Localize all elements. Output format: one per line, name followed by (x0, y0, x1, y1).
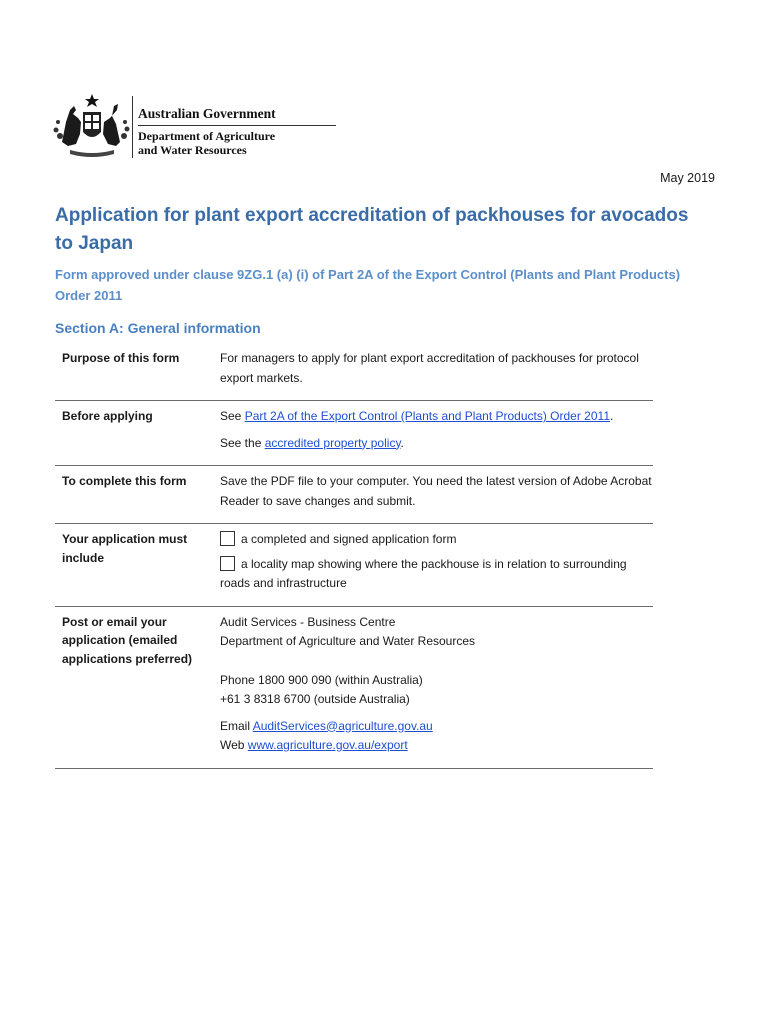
section-a-heading: Section A: General information (55, 320, 261, 336)
phone-line-2: +61 3 8318 6700 (outside Australia) (220, 692, 410, 706)
general-information-table (55, 343, 653, 769)
department-name (138, 129, 275, 157)
to-complete-value (212, 466, 653, 524)
department-line-2: and Water Resources (138, 143, 247, 157)
table-row-post-or-email (55, 606, 653, 768)
website-link[interactable]: www.agriculture.gov.au/export (247, 738, 408, 752)
include-option-2-label: a locality map showing where the packhouse is in relation to surrounding roads and infrastructure (220, 556, 627, 590)
to-complete-label: To complete this form (62, 474, 187, 488)
table-row-must-include (55, 524, 653, 607)
export-control-order-link[interactable]: Part 2A of the Export Control (Plants and Plant Products) Order 2011 (244, 409, 610, 423)
table-row-purpose (55, 343, 653, 401)
include-option-2 (220, 555, 653, 594)
before-applying-line-1 (220, 407, 653, 427)
logo-divider (132, 96, 133, 158)
include-option-1-label: a completed and signed application form (241, 532, 457, 546)
page-subtitle: Form approved under clause 9ZG.1 (a) (i) of Part 2A of the Export Control (Plants and Plant Products) Order 2011 (55, 267, 681, 303)
before-applying-line-2 (220, 434, 653, 454)
line-2-suffix: . (400, 435, 404, 450)
email-line (220, 717, 653, 737)
table-row-before-applying (55, 401, 653, 466)
web-prefix: Web (220, 738, 248, 752)
address-line-2: Department of Agriculture and Water Resources (220, 634, 476, 648)
government-logo (52, 92, 292, 162)
locality-map-checkbox[interactable] (220, 556, 235, 571)
phone-line-1: Phone 1800 900 090 (within Australia) (220, 672, 423, 687)
application-form-checkbox[interactable] (220, 531, 235, 546)
purpose-label: Purpose of this form (62, 351, 180, 365)
purpose-text: For managers to apply for plant export accreditation of packhouses for protocol export markets. (220, 351, 639, 385)
line-1-suffix: . (610, 409, 614, 423)
department-line-1: Department of Agriculture (138, 129, 276, 143)
must-include-label: Your application must include (62, 532, 188, 565)
post-or-email-value (212, 606, 653, 768)
government-name: Australian Government (138, 106, 276, 121)
page-title: Application for plant export accreditation of packhouses for avocados to Japan (55, 205, 689, 254)
include-option-1 (220, 530, 653, 550)
see-prefix: See (220, 409, 245, 423)
to-complete-text: Save the PDF file to your computer. You need the latest version of Adobe Acrobat Reader to save changes and submit. (220, 474, 652, 508)
see-the-prefix: See the (220, 435, 265, 450)
accredited-property-policy-link[interactable]: accredited property policy (264, 435, 401, 450)
logo-rule (138, 125, 336, 126)
before-applying-label: Before applying (62, 409, 153, 423)
must-include-value (212, 524, 653, 607)
email-link[interactable]: AuditServices@agriculture.gov.au (252, 718, 433, 733)
address-line-1: Audit Services - Business Centre (220, 614, 396, 629)
post-or-email-label: Post or email your application (emailed applications preferred) (62, 614, 193, 666)
document-date: May 2019 (660, 171, 715, 185)
coat-of-arms-icon (52, 92, 130, 158)
before-applying-value (212, 401, 653, 466)
table-row-to-complete (55, 466, 653, 524)
web-line (220, 736, 653, 756)
email-prefix: Email (220, 718, 253, 733)
purpose-value (212, 343, 653, 401)
